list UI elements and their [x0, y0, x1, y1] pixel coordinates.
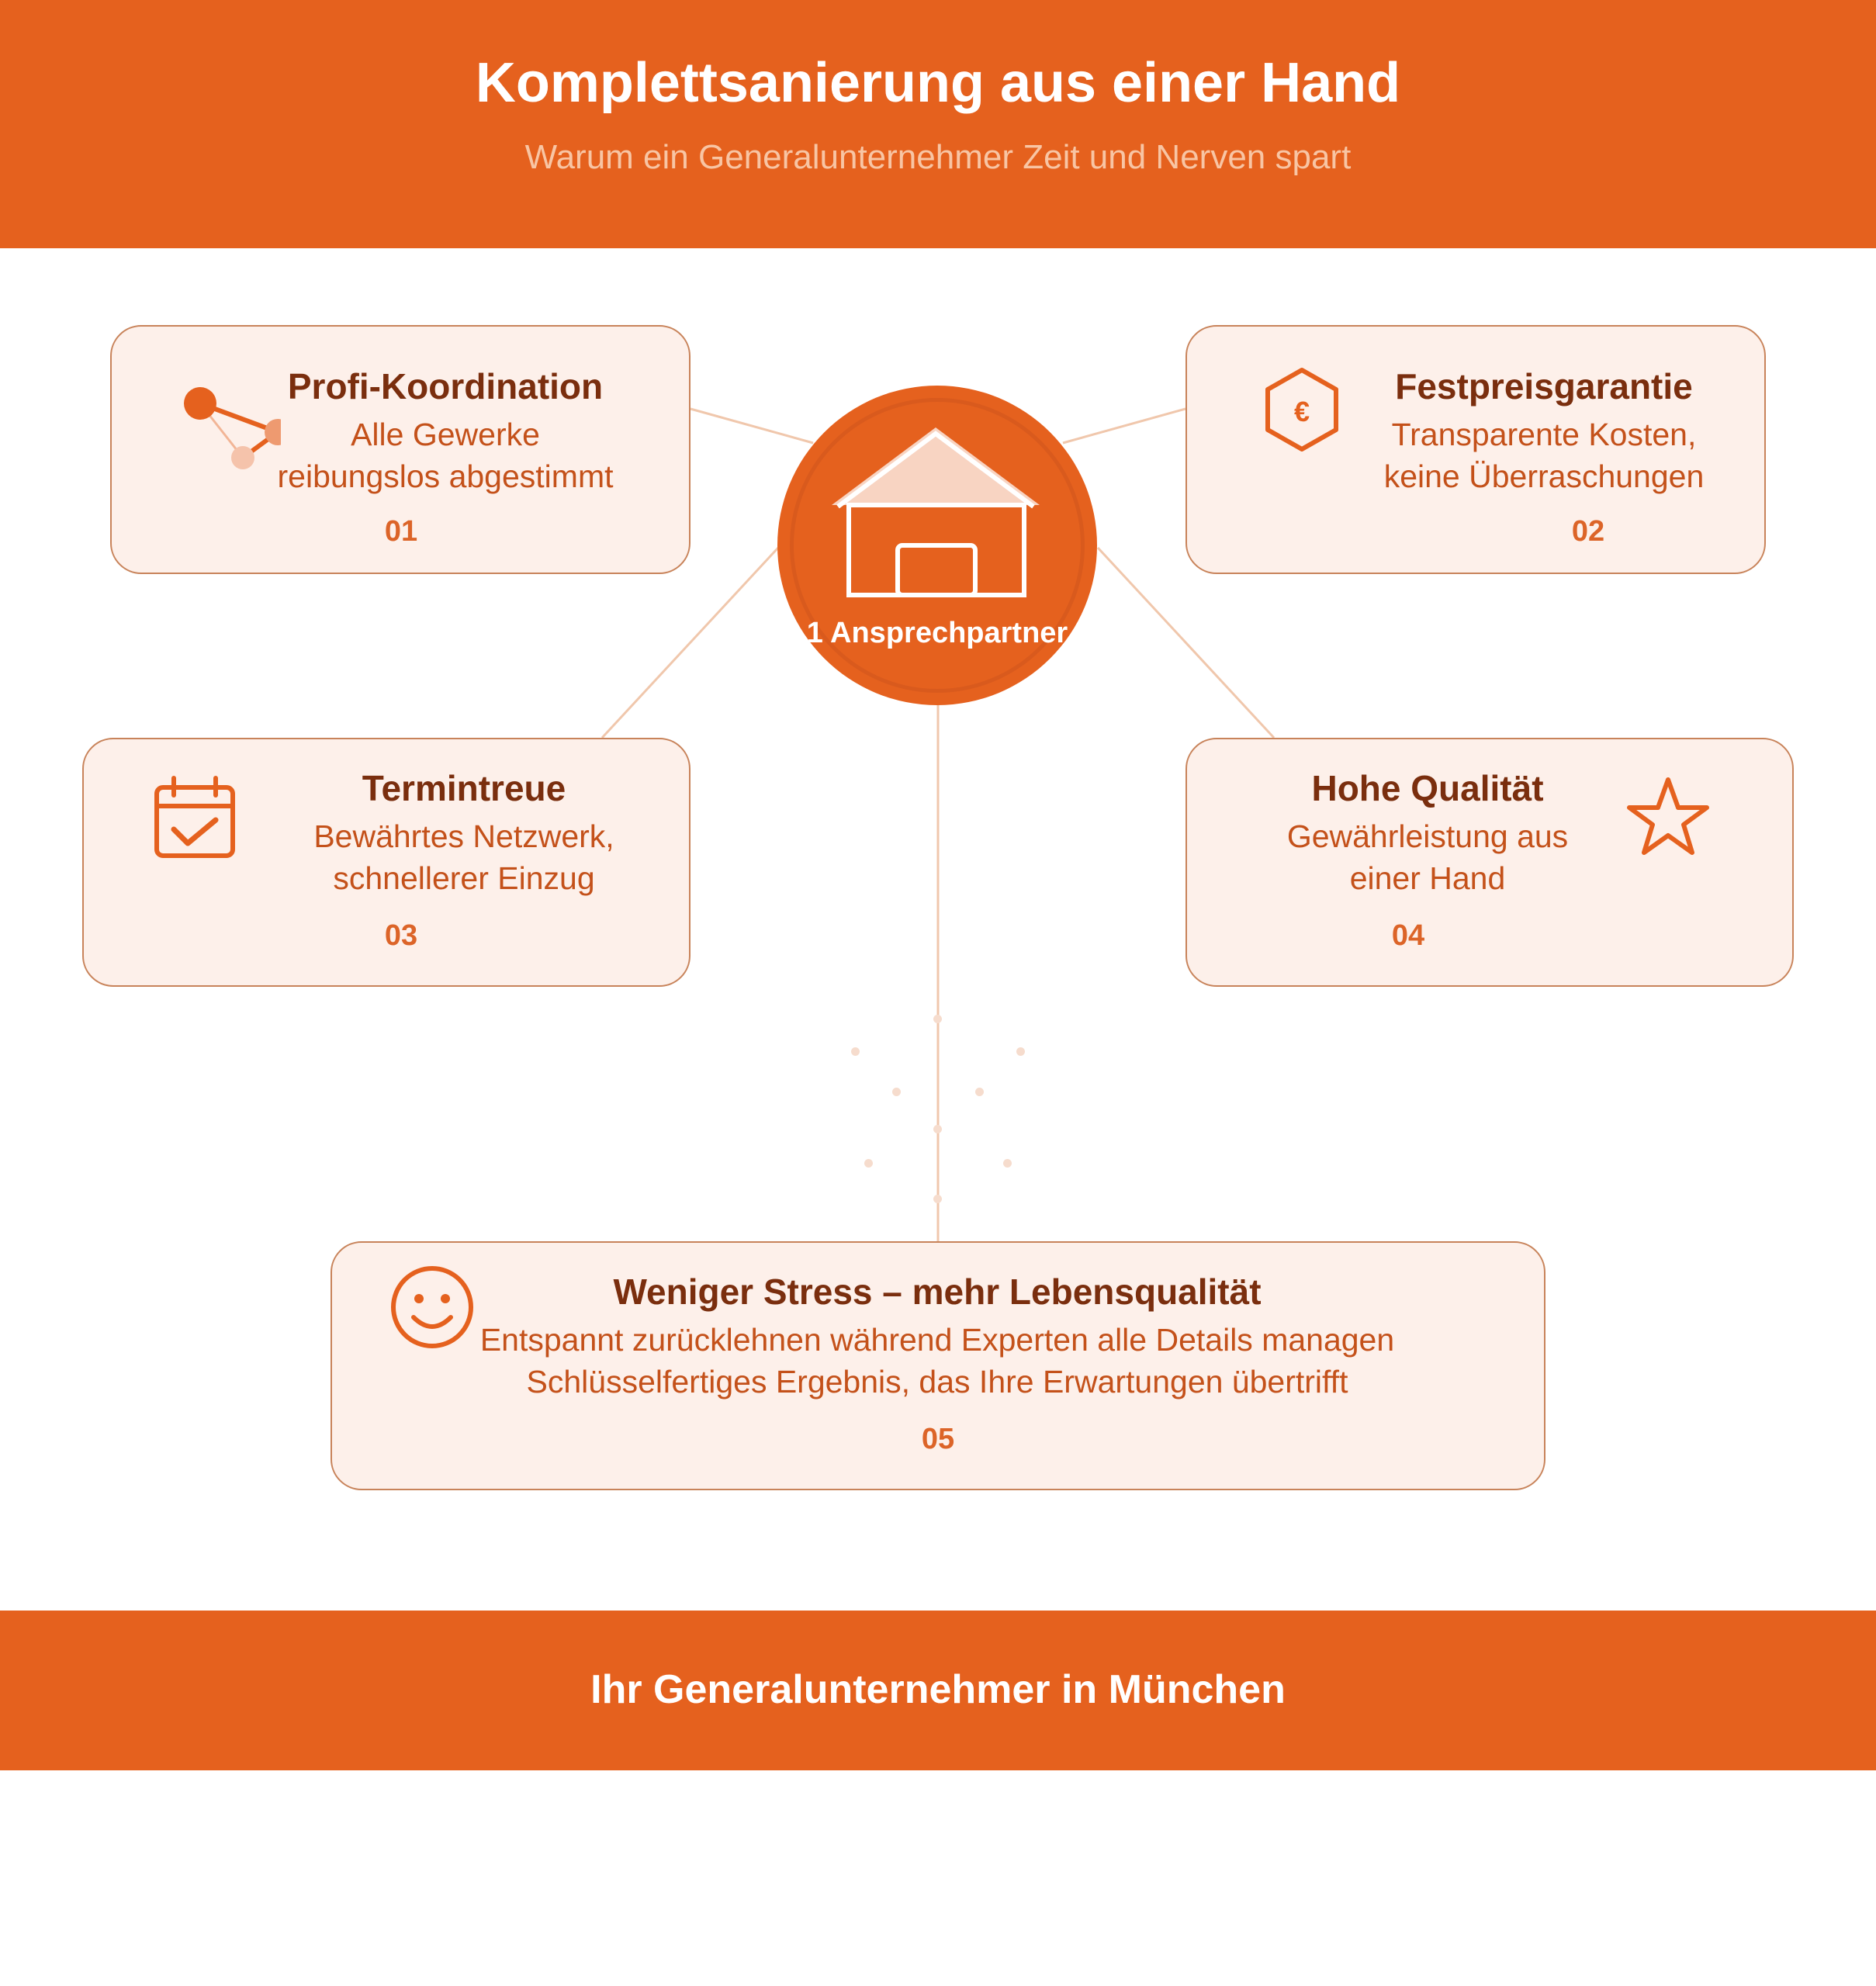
hub-circle	[777, 386, 1097, 705]
page-title: Komplettsanierung aus einer Hand	[475, 52, 1401, 114]
card-hohe-qualitaet	[1185, 738, 1794, 987]
card-description-line: Schlüsselfertiges Ergebnis, das Ihre Erwartungen übertrifft	[526, 1364, 1348, 1400]
card-profi-koordination	[110, 325, 691, 574]
card-description-line: Entspannt zurücklehnen während Experten alle Details managen	[479, 1322, 1395, 1358]
decor-dot	[1003, 1159, 1012, 1168]
card-weniger-stress	[331, 1241, 1545, 1490]
card-description	[228, 413, 663, 497]
connector-line-03	[602, 548, 778, 738]
decor-dot	[933, 1195, 942, 1203]
card-description-line: reibungslos abgestimmt	[277, 458, 614, 494]
hub-label: 1 Ansprechpartner	[806, 617, 1068, 649]
card-number: 04	[1391, 919, 1425, 952]
card-title: Profi-Koordination	[287, 366, 604, 407]
card-festpreisgarantie	[1185, 325, 1766, 574]
card-description	[262, 815, 666, 899]
star-icon	[1625, 775, 1712, 860]
house-icon	[832, 423, 1043, 603]
card-title: Termintreue	[362, 768, 566, 808]
footer-banner	[0, 1611, 1876, 1770]
card-title: Hohe Qualität	[1311, 768, 1544, 808]
card-description-line: schnellerer Einzug	[333, 860, 595, 896]
card-number: 01	[384, 515, 418, 548]
card-title: Festpreisgarantie	[1395, 366, 1693, 407]
page-subtitle: Warum ein Generalunternehmer Zeit und Nerven spart	[524, 138, 1352, 176]
card-title: Weniger Stress – mehr Lebensqualität	[613, 1272, 1262, 1312]
footer-text: Ihr Generalunternehmer in München	[590, 1667, 1286, 1712]
svg-text:€: €	[1293, 396, 1310, 427]
decor-dot	[975, 1088, 984, 1096]
decor-dot	[933, 1015, 942, 1023]
decor-dot	[892, 1088, 901, 1096]
card-termintreue	[82, 738, 691, 987]
calendar-check-icon	[152, 775, 237, 860]
card-number: 02	[1571, 515, 1605, 548]
card-description-line: Alle Gewerke	[351, 417, 540, 452]
decor-dot	[933, 1125, 942, 1133]
card-description-line: Bewährtes Netzwerk,	[313, 818, 614, 854]
card-description-line: Gewährleistung aus	[1286, 818, 1569, 854]
connector-line-04	[1098, 548, 1274, 738]
card-description-line: einer Hand	[1349, 860, 1506, 896]
card-number: 05	[921, 1423, 955, 1455]
card-description	[1226, 815, 1629, 899]
card-description-line: Transparente Kosten,	[1391, 417, 1697, 452]
decor-dot	[1016, 1047, 1025, 1056]
card-description-line: keine Überraschungen	[1383, 458, 1705, 494]
card-description	[1327, 413, 1761, 497]
card-description	[448, 1319, 1426, 1403]
connector-line-01	[691, 409, 813, 443]
connector-line-02	[1063, 409, 1185, 443]
card-number: 03	[384, 919, 418, 952]
decor-dot	[851, 1047, 860, 1056]
decor-dot	[864, 1159, 873, 1168]
